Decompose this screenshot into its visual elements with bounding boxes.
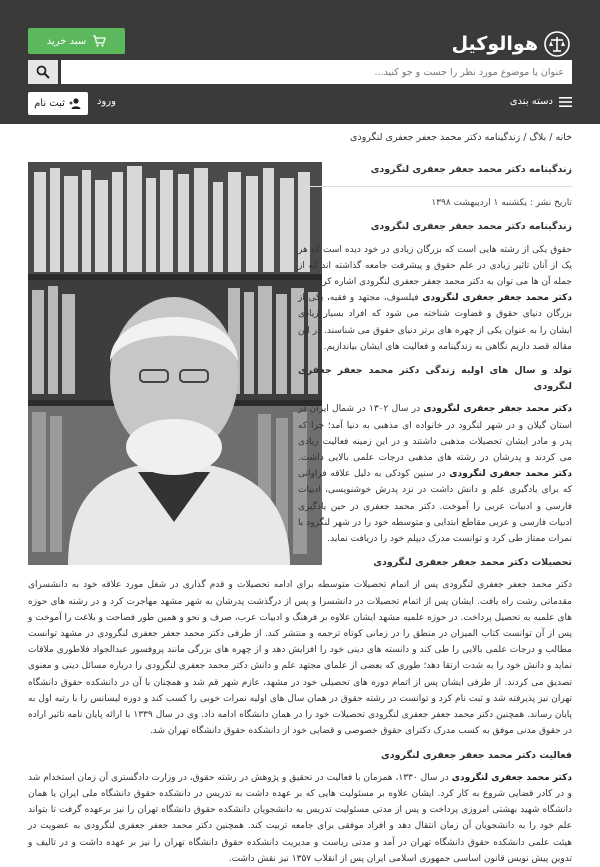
paragraph-text: فیلسوف، مجتهد و فقیه، یکی از بزرگان دنیای حقوق و قضاوت شناخته می شود که افراد بسیار زیادی ایشان را به عنوان یکی از چهره های برتر دنیای حقوق می شناسند. در این مقاله قصد داریم نگاهی به زندگینامه و فعالیت های ایشان بیاندازیم. — [298, 293, 572, 352]
register-button[interactable] — [28, 92, 88, 115]
bold-name: دکتر محمد جعفری لنگرودی — [449, 469, 572, 480]
divider — [298, 186, 572, 187]
article — [28, 162, 572, 867]
paragraph-text: در سال ۱۳۳۰، همزمان با فعالیت در تحقیق و پژوهش در رشته حقوق، در وزارت دادگستری آن زمان استخدام شد و در کادر قضایی شروع به کار کرد. ایشان علاوه بر مسئولیت هایی که بر عهده داشت به تدریس در دانشکده حقوق دانشگاه ملی ایران یا همان دانشگاه شهید بهشتی امروزی پرداخت و پس از مدتی مسئولیت تدریس به دانشجویان دانشکده حقوق دانشگاه تهران را نیز برعهده گرفت تا بتواند علم خود را به دانشجویان آن زمان انتقال دهد و افراد موفقی برای جامعه تربیت کند. همچنین دکتر محمد جعفر جعفری لنگرودی به عضویت در هیئت علمی دانشکده حقوق دانشگاه تهران در آمد و مدتی ریاست و مدیریت دانشکده حقوق دانشگاه تهران را نیز بر عهده داشت و در تالیف و تدوین پیش نویس قانون اساسی جمهوری اسلامی ایران پس از انقلاب ۱۳۵۷ نیز نقش داشت. — [28, 772, 572, 864]
search-button[interactable] — [28, 60, 58, 84]
cart-label: سبد خرید — [46, 35, 87, 47]
hamburger-icon — [559, 97, 572, 107]
bold-name: دکتر محمد جعفر جعفری لنگرودی — [422, 293, 572, 304]
user-add-icon — [69, 97, 82, 110]
cart-button[interactable] — [28, 28, 125, 54]
section-heading: فعالیت دکتر محمد جعفر جعفری لنگرودی — [381, 749, 572, 761]
search-bar — [28, 60, 572, 84]
search-input[interactable] — [61, 60, 572, 84]
paragraph-text: در سال ۱۳۰۲ در شمال ایران در استان گیلان و در شهر لنگرود در خانواده ای مذهبی به دنیا آمد؛ چرا که پدر و مادر ایشان تحصیلات مذهبی داشتند و در این زمینه فعالیت زیادی می کردند و پدرشان در رشته های مذهبی درجات علمی بالایی داشت. — [298, 404, 572, 464]
paragraph — [298, 290, 572, 355]
paragraph-text: در سنین کودکی به دلیل علاقه فراوانی که برای یادگیری علم و دانش داشت در نزد پدرش خوشنویسی، ادبیات فارسی و ادبیات عربی را آموخت. دکتر محمد جعفری در حین یادگیری ادبیات فارسی و عربی مقاطع ابتدایی و متوسطه خود را در شهر لنگرود با نمرات ممتاز طی کرد و توانست مدرک دیپلم خود را دریافت نماید. — [298, 469, 572, 545]
search-icon — [36, 65, 50, 79]
paragraph — [28, 770, 572, 867]
logo-text: هوالوکیل — [451, 33, 538, 55]
breadcrumb[interactable]: خانه / بلاگ / زندگینامه دکتر محمد جعفر جعفری لنگرودی — [350, 132, 572, 143]
bold-name: دکتر محمد جعفر جعفری لنگرودی — [423, 404, 572, 415]
site-logo[interactable] — [452, 30, 570, 58]
cart-icon — [92, 34, 106, 48]
section-heading: تحصیلات دکتر محمد جعفر جعفری لنگرودی — [373, 557, 572, 569]
register-label: ثبت نام — [34, 98, 65, 109]
paragraph: حقوق یکی از رشته هایی است که بزرگان زیادی در خود دیده است که هر یک از آنان تاثیر زیادی در علم حقوق و پیشرفت جامعه گذاشته اند که از جمله آن ها می توان به دکتر محمد جعفر جعفری لنگرودی اشاره کرد. — [298, 244, 572, 288]
category-label: دسته بندی — [509, 96, 553, 107]
scales-icon — [544, 31, 570, 57]
section-heading: زندگینامه دکتر محمد جعفر جعفری لنگرودی — [370, 221, 572, 233]
section-heading: تولد و سال های اولیه زندگی دکتر محمد جعفر جعفری لنگرودی — [298, 365, 572, 393]
publish-date: تاریخ نشر : یکشنبه ۱ اردیبهشت ۱۳۹۸ — [431, 198, 572, 209]
article-title: زندگینامه دکتر محمد جعفر جعفری لنگرودی — [370, 164, 572, 175]
bold-name: دکتر محمد جعفری لنگرودی — [451, 772, 572, 783]
paragraph: دکتر محمد جعفر جعفری لنگرودی پس از اتمام تحصیلات متوسطه برای ادامه تحصیلات و قدم گذاری در شغل مورد علاقه خود به دانشسرای مقدماتی رشت راه یافت. ایشان پس از اتمام تحصیلات در دانشسرا و پس از درگذشت پدرشان به شهر مشهد مهاجرت کرد و در رشته های حوزه های علمیه به تحصیل پرداخت. در حوزه علمیه مشهد ایشان علاوه بر فرهنگ و ادبیات عرب، صرف و نحو و همین طور فصاحت و بلاغت را آموخت و پس از آن توانست کتاب المیزان در منطق را در زمانی کوتاه ترجمه و منتشر کند. از طرفی دکتر محمد جعفر جعفری لنگرودی در مشهد توانست مطالب و درجات علمی بالایی را طی کند و دانسته های دینی خود را افزایش دهد و از چهره های بزرگی مانند پروفسور عبدالجواد فلاطوری ملاقات نماید و دانش خود را به شدت ارتقا دهد؛ طوری که بعضی از علمای مجتهد علم و دانش دکتر محمد جعفری لنگرودی را درباره مسائل دینی و معنوی تصدیق می کردند. از طرفی ایشان پس از اتمام دوره های تحصیلی خود در مشهد، عازم شهر قم شد و همچنان با آن در دانشکده حقوق دانشگاه تهران نیز پذیرفته شد و ثبت نام کرد و توانست در رشته حقوق در همان سال های اولیه نمرات خوبی را کسب کند و دوره لیسانس را با رتبه اول به پایان رساند. همچنین دکتر محمد جعفر جعفری لنگرودی تحصیلات خود را در همان دانشگاه ادامه داد. وی در سال ۱۳۳۹ با ارائه پایان نامه تاثیر اراده در حقوق مدنی موفق به کسب مدرک دکترای حقوق خصوصی و قضایی خود از دانشکده حقوق دانشگاه تهران شد. — [28, 580, 573, 737]
site-header — [0, 0, 600, 124]
login-link[interactable]: ورود — [97, 96, 116, 107]
category-menu[interactable] — [510, 96, 572, 107]
paragraph — [298, 401, 572, 547]
